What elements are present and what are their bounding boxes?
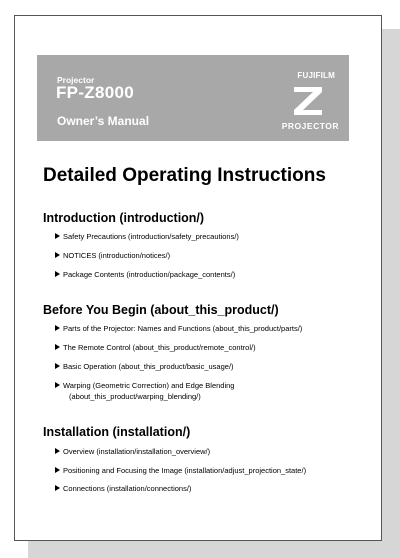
z-logo-icon (292, 86, 324, 116)
bullet-triangle-icon (55, 485, 60, 491)
toc-link-text: Safety Precautions (introduction/safety_precautions/) (63, 232, 239, 241)
toc-link[interactable] (63, 361, 353, 372)
manual-title: Owner’s Manual (57, 114, 150, 128)
section-heading: Before You Begin (about_this_product/) (43, 303, 279, 317)
toc-link-text: Warping (Geometric Correction) and Edge Blending (63, 381, 235, 390)
toc-link[interactable] (63, 269, 353, 280)
toc-link-text: Basic Operation (about_this_product/basic_usage/) (63, 362, 234, 371)
toc-link[interactable] (63, 446, 353, 457)
toc-link-text: Positioning and Focusing the Image (installation/adjust_projection_state/) (63, 466, 307, 475)
page-title: Detailed Operating Instructions (43, 165, 326, 186)
bullet-triangle-icon (55, 252, 60, 258)
cover-banner (37, 55, 349, 141)
toc-link[interactable] (63, 250, 353, 261)
toc-link-text-continued: (about_this_product/warping_blending/) (69, 392, 201, 401)
bullet-triangle-icon (55, 271, 60, 277)
bullet-triangle-icon (55, 233, 60, 239)
toc-link[interactable] (63, 380, 353, 402)
section-heading: Introduction (introduction/) (43, 211, 205, 225)
toc-link[interactable] (63, 483, 353, 494)
toc-link-text: Overview (installation/installation_overview/) (63, 447, 211, 456)
toc-link-text: The Remote Control (about_this_product/remote_control/) (63, 343, 256, 352)
toc-link-text: NOTICES (introduction/notices/) (63, 251, 171, 260)
bullet-triangle-icon (55, 363, 60, 369)
product-type-label: Projector (57, 75, 95, 85)
toc-link-text: Connections (installation/connections/) (63, 484, 192, 493)
bullet-triangle-icon (55, 344, 60, 350)
bullet-triangle-icon (55, 467, 60, 473)
brand-logo-text: FUJIFILM (297, 71, 335, 80)
model-name: FP-Z8000 (56, 83, 134, 102)
toc-link[interactable] (63, 465, 353, 476)
toc-link[interactable] (63, 231, 353, 242)
toc-link-text: Parts of the Projector: Names and Functions (about_this_product/parts/) (63, 324, 303, 333)
logo-caption: PROJECTOR (281, 121, 339, 131)
bullet-triangle-icon (55, 448, 60, 454)
toc-link[interactable] (63, 342, 353, 353)
bullet-triangle-icon (55, 382, 60, 388)
section-heading: Installation (installation/) (43, 425, 191, 439)
bullet-triangle-icon (55, 325, 60, 331)
toc-link-text: Package Contents (introduction/package_contents/) (63, 270, 236, 279)
toc-link[interactable] (63, 323, 353, 334)
